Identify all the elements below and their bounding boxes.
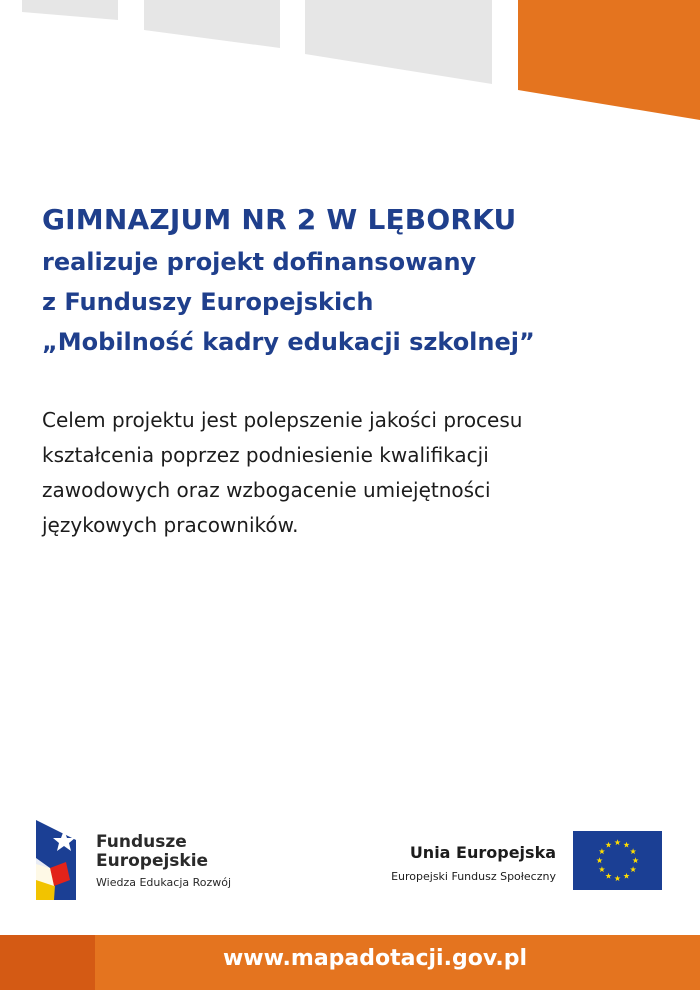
- headline: [42, 198, 682, 362]
- ue-line-1: Unia Europejska: [409, 843, 556, 862]
- fundusze-europejskie-text: [96, 833, 231, 892]
- unia-europejska-text: [391, 843, 556, 887]
- footer-url-link[interactable]: www.mapadotacji.gov.pl: [222, 946, 528, 971]
- fe-tagline: Wiedza Edukacja Rozwój: [96, 876, 232, 889]
- deco-grey-shape-2: [144, 0, 280, 48]
- school-title: GIMNAZJUM NR 2 W LĘBORKU: [42, 203, 517, 236]
- headline-line-3: z Funduszy Europejskich: [42, 288, 374, 316]
- deco-grey-shape-1: [22, 0, 118, 20]
- description-line-3: zawodowych oraz wzbogacenie umiejętności: [42, 478, 491, 502]
- eu-flag-icon: [573, 831, 662, 890]
- description-line-2: kształcenia poprzez podniesienie kwalifikacji: [42, 443, 489, 467]
- fe-line-1: Fundusze: [96, 832, 187, 852]
- fe-line-2: Europejskie: [96, 851, 209, 871]
- headline-line-2: realizuje projekt dofinansowany: [42, 248, 477, 276]
- top-decoration: [0, 0, 700, 125]
- ue-line-2: Europejski Fundusz Społeczny: [391, 870, 556, 883]
- deco-orange-shape: [518, 0, 700, 120]
- project-name: „Mobilność kadry edukacji szkolnej”: [42, 328, 535, 356]
- project-description: [42, 403, 672, 543]
- fundusze-europejskie-logo-icon: [36, 818, 80, 900]
- footer-bar: [0, 935, 700, 990]
- description-line-4: językowych pracowników.: [42, 513, 299, 537]
- deco-grey-shape-3: [305, 0, 492, 84]
- description-line-1: Celem projektu jest polepszenie jakości procesu: [42, 408, 523, 432]
